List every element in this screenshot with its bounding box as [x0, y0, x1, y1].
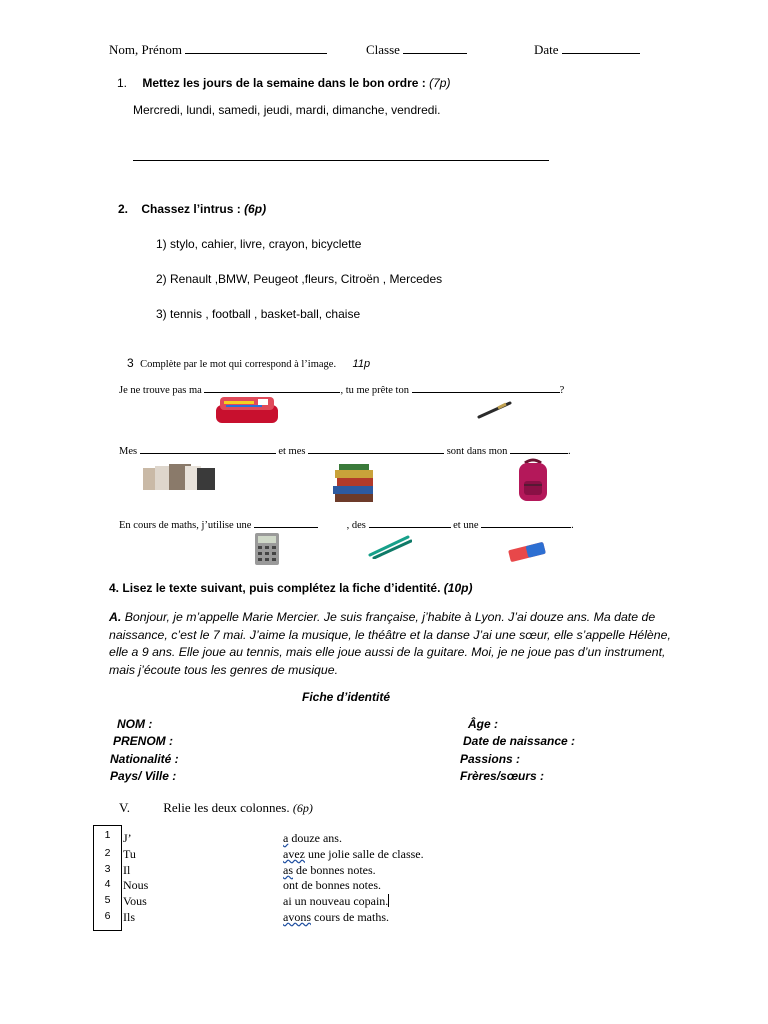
number-4: 4 — [104, 878, 111, 890]
q2-heading — [118, 202, 266, 216]
q4-title: Lisez le texte suivant, puis complétez la fiche d’identité. — [122, 581, 441, 595]
date-blank[interactable] — [562, 43, 640, 54]
number-1: 1 — [104, 829, 111, 841]
q3-heading — [119, 354, 370, 372]
q4-text-line-3: elle a 9 ans. Elle joue au tennis, mais elle joue aussi de la guitare. Moi, je ne joue pas d’un instrument, — [109, 645, 666, 660]
q2-number: 2. — [118, 202, 129, 216]
subject-1[interactable]: J’ — [123, 831, 132, 845]
pencil-case-image — [214, 393, 280, 427]
q5-points: (6p) — [292, 801, 313, 815]
q5-title: Relie les deux colonnes. — [163, 800, 290, 815]
q3-title: Complète par le mot qui correspond à l’image. — [140, 359, 337, 370]
calculator-image — [254, 532, 280, 566]
predicate-3-rest: de bonnes notes. — [293, 863, 376, 877]
field-freres-soeurs: Frères/sœurs : — [460, 769, 545, 783]
text-cursor — [388, 894, 389, 907]
name-label: Nom, Prénom — [109, 42, 182, 57]
q3-number: 3 — [127, 356, 134, 370]
q5-number: V. — [119, 800, 130, 815]
predicate-2[interactable] — [283, 847, 424, 862]
q2-item-2: 2) Renault ,BMW, Peugeot ,fleurs, Citroën , Mercedes — [156, 272, 443, 286]
subject-6[interactable]: Ils — [123, 910, 135, 924]
q3-s1-mid: , tu me prête ton — [340, 385, 409, 396]
q3-s3-blank-3[interactable] — [481, 517, 571, 528]
q3-points: 11p — [352, 358, 371, 370]
q4-text — [109, 609, 699, 680]
q1-points: (7p) — [429, 76, 451, 90]
q3-s3-mid-2: et une — [453, 520, 479, 531]
notebooks-image — [141, 462, 219, 494]
q4-text-label: A. — [109, 610, 122, 624]
q3-sentence-2 — [119, 443, 571, 457]
predicate-6[interactable] — [283, 910, 389, 925]
q3-s3-mid-1: , des — [346, 520, 366, 531]
q3-s1-start: Je ne trouve pas ma — [119, 385, 202, 396]
predicate-2-verb: avez — [283, 847, 305, 861]
q3-sentence-1 — [119, 382, 564, 396]
q4-heading — [109, 581, 472, 595]
predicate-1[interactable] — [283, 831, 342, 846]
q3-s3-blank-1[interactable] — [254, 517, 318, 528]
q1-answer-line[interactable] — [133, 160, 549, 161]
predicate-6-rest: cours de maths. — [311, 910, 389, 924]
q2-title: Chassez l’intrus : — [141, 202, 241, 216]
predicate-4-rest: ont de bonnes notes. — [283, 878, 381, 892]
q3-s2-mid-1: et mes — [278, 446, 306, 457]
q3-s1-blank-2[interactable] — [412, 382, 560, 393]
field-pays-ville: Pays/ Ville : — [110, 769, 177, 783]
date-label: Date — [534, 42, 559, 57]
q2-item-3: 3) tennis , football , basket-ball, chaise — [156, 307, 361, 321]
number-2: 2 — [104, 847, 111, 859]
predicate-5-rest: ai un nouveau copain. — [283, 894, 389, 908]
q2-points: (6p) — [244, 202, 267, 216]
field-age: Âge : — [468, 717, 498, 731]
q1-words: Mercredi, lundi, samedi, jeudi, mardi, dimanche, vendredi. — [133, 103, 441, 117]
predicate-6-verb: avons — [283, 910, 311, 924]
predicate-3[interactable] — [283, 863, 376, 878]
number-3: 3 — [104, 863, 111, 875]
field-nom: NOM : — [117, 717, 153, 731]
pen-image — [476, 400, 514, 420]
form-title: Fiche d’identité — [302, 690, 391, 704]
name-field — [109, 42, 327, 58]
predicate-5[interactable] — [283, 894, 389, 909]
field-date-naissance: Date de naissance : — [463, 734, 576, 748]
books-image — [331, 462, 377, 504]
subject-5[interactable]: Vous — [123, 894, 147, 908]
q3-s2-mid-2: sont dans mon — [446, 446, 508, 457]
q3-s3-start: En cours de maths, j’utilise une — [119, 520, 252, 531]
predicate-4[interactable] — [283, 878, 381, 893]
q2-item-1: 1) stylo, cahier, livre, crayon, bicyclette — [156, 237, 362, 251]
date-field — [534, 42, 640, 58]
field-prenom: PRENOM : — [113, 734, 173, 748]
q3-s3-blank-2[interactable] — [369, 517, 451, 528]
predicate-1-rest: douze ans. — [288, 831, 342, 845]
predicate-3-verb: as — [283, 863, 293, 877]
field-passions: Passions : — [460, 752, 521, 766]
q3-s1-end: ? — [559, 385, 565, 396]
q5-heading — [119, 800, 313, 816]
q3-sentence-3 — [119, 517, 574, 531]
q3-s2-blank-2[interactable] — [308, 443, 444, 454]
q3-s2-blank-1[interactable] — [140, 443, 276, 454]
q3-s1-blank-1[interactable] — [204, 382, 340, 393]
number-6: 6 — [104, 910, 111, 922]
class-label: Classe — [366, 42, 400, 57]
field-nationalite: Nationalité : — [110, 752, 179, 766]
q3-s2-blank-3[interactable] — [510, 443, 568, 454]
q4-number: 4. — [109, 581, 120, 595]
class-field — [366, 42, 467, 58]
pencils-image — [368, 535, 412, 559]
q4-points: (10p) — [443, 581, 473, 595]
subject-3[interactable]: Il — [123, 863, 131, 877]
class-blank[interactable] — [403, 43, 467, 54]
eraser-image — [506, 540, 548, 564]
q4-text-line-4: mais j’écoute tous les genres de musique. — [109, 663, 338, 678]
q3-s3-end: . — [571, 520, 574, 531]
number-5: 5 — [104, 894, 111, 906]
q1-heading — [117, 76, 450, 90]
numbers-column — [93, 825, 122, 931]
q1-title: Mettez les jours de la semaine dans le bon ordre : — [142, 76, 426, 90]
predicate-1-verb: a — [283, 831, 289, 845]
q4-text-line-2: naissance, c’est le 7 mai. J’aime la musique, le théâtre et la danse J’ai une sœur, elle s’appelle Hélène, — [109, 627, 671, 642]
backpack-image — [515, 457, 551, 505]
q3-s2-start: Mes — [119, 446, 138, 457]
q1-number: 1. — [117, 76, 128, 90]
subject-2[interactable]: Tu — [123, 847, 136, 861]
predicate-2-rest: une jolie salle de classe. — [304, 847, 424, 861]
subject-4[interactable]: Nous — [123, 878, 149, 892]
name-blank[interactable] — [185, 43, 327, 54]
q3-s2-end: . — [568, 446, 571, 457]
q4-text-line-1: A. Bonjour, je m’appelle Marie Mercier. Je suis française, j’habite à Lyon. J’ai douze ans. Ma date de — [109, 610, 656, 624]
